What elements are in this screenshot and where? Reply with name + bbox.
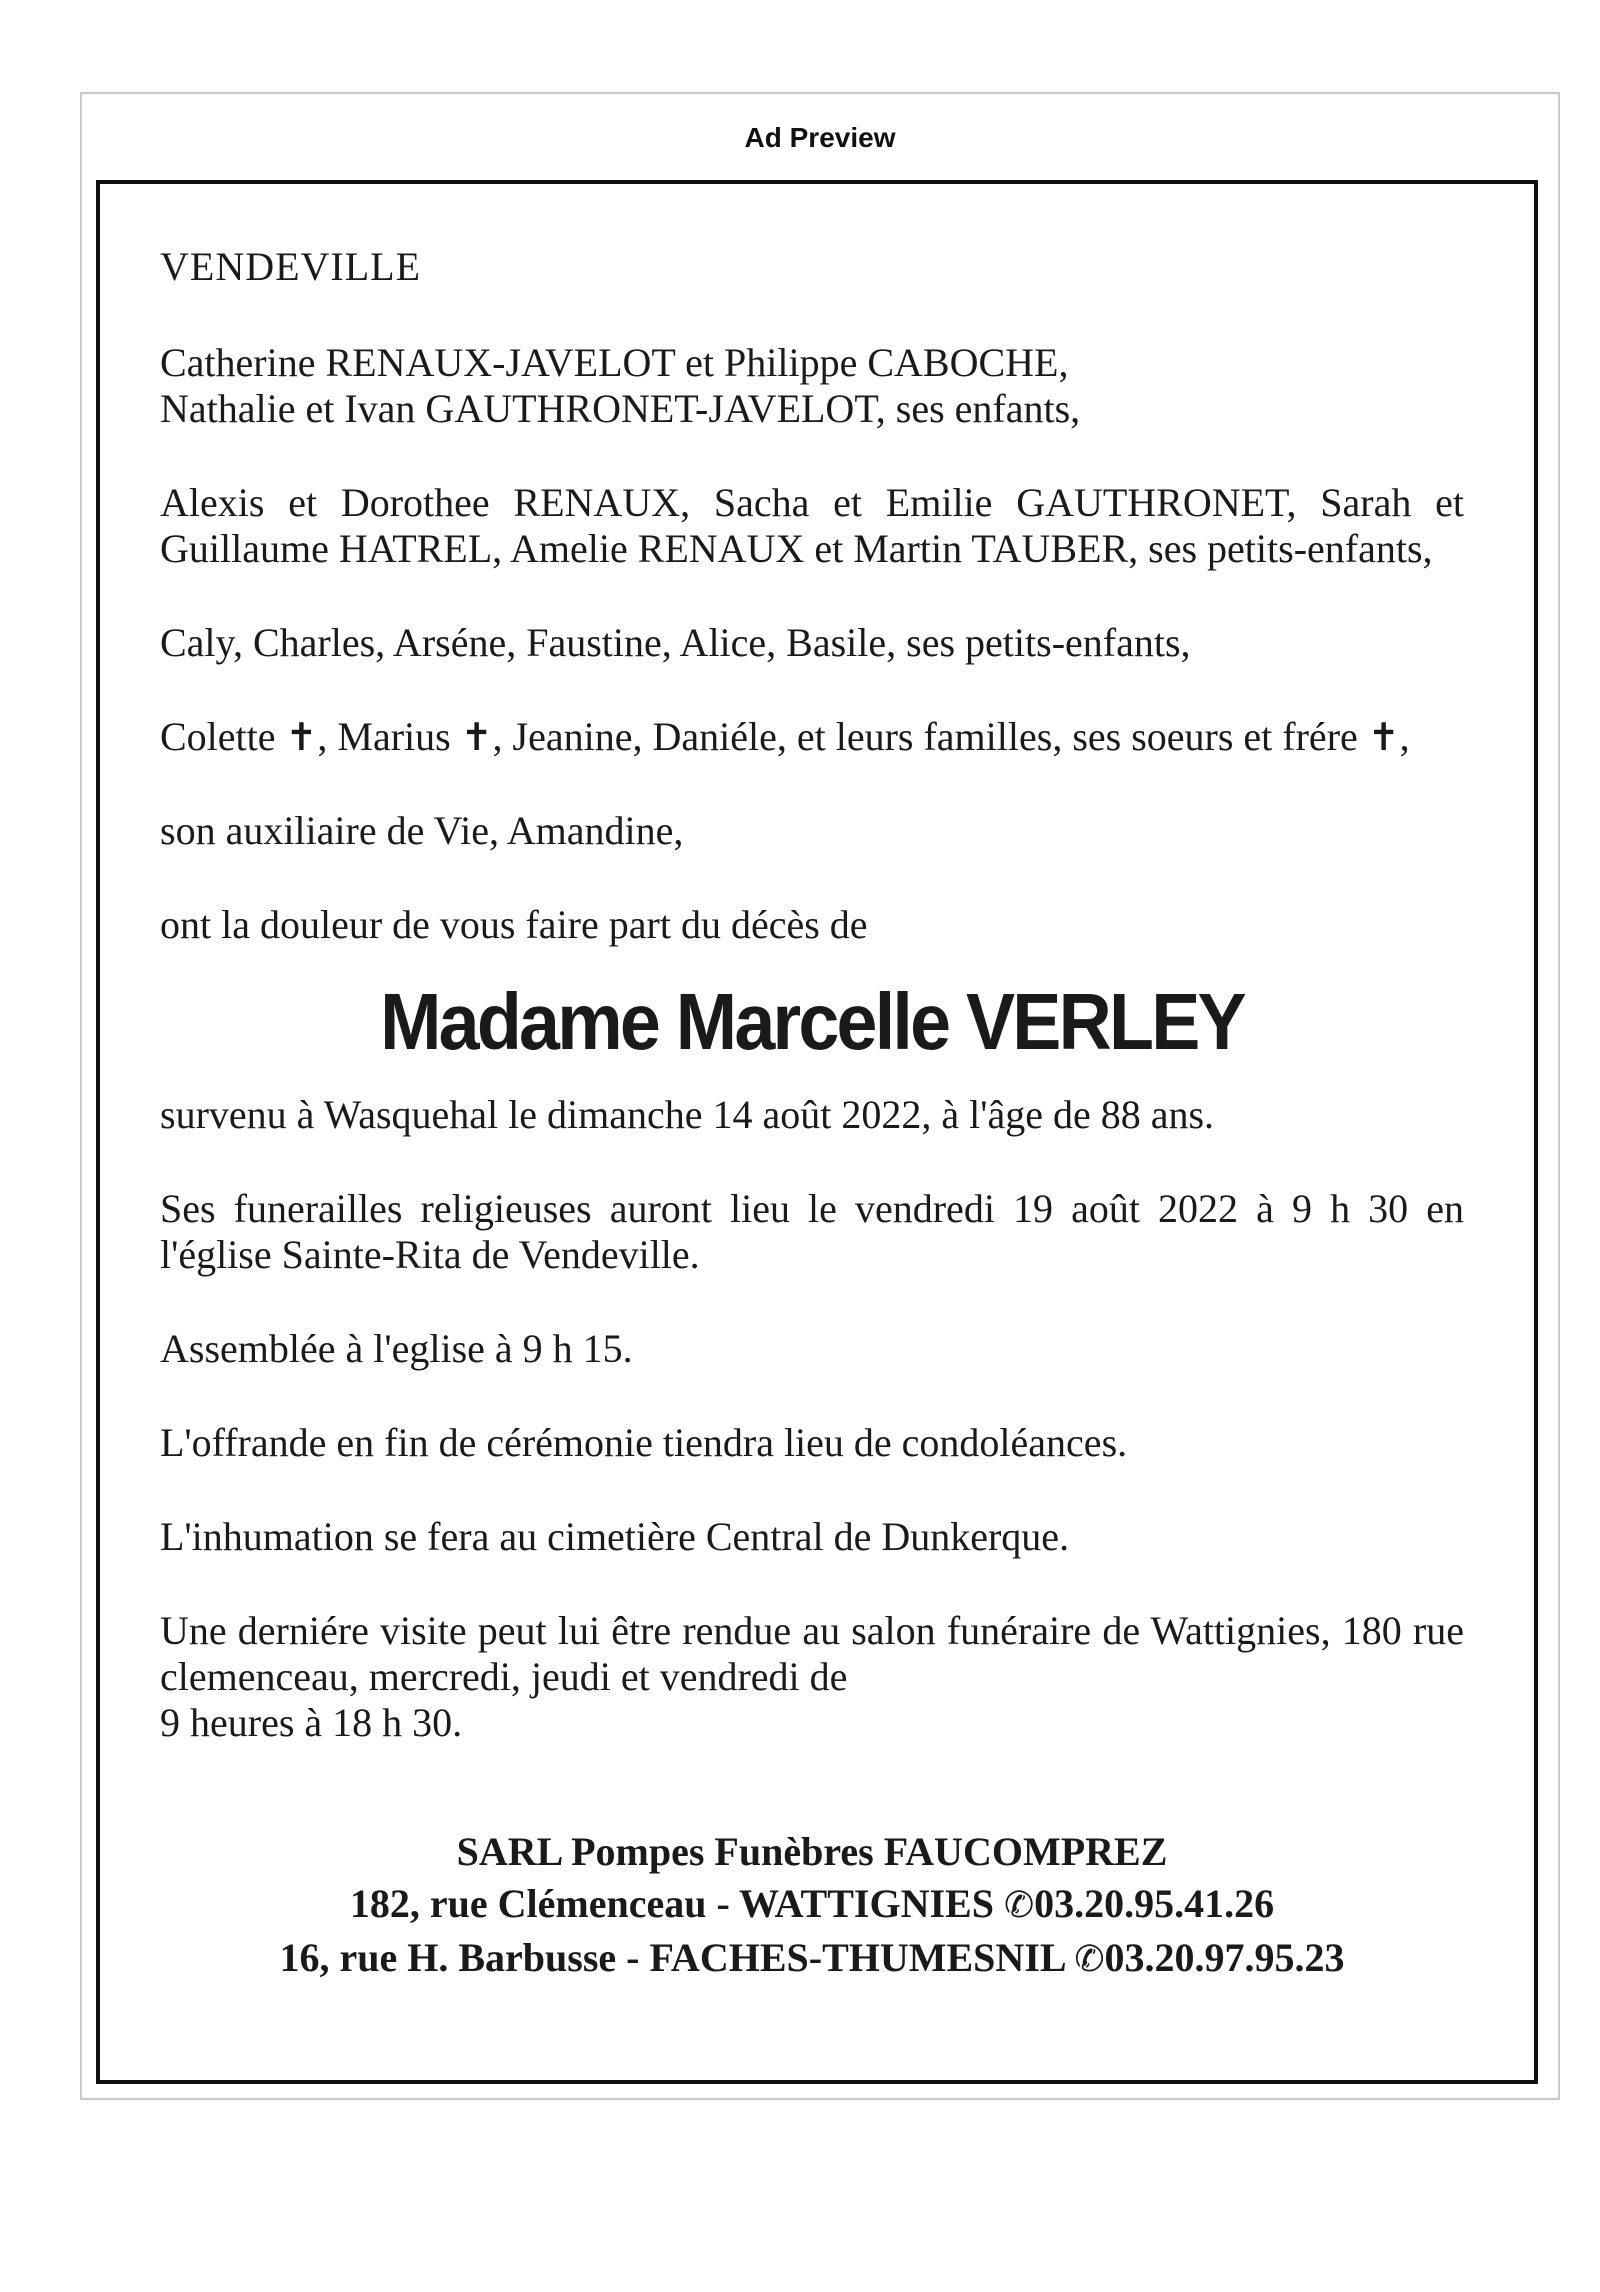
notice-body [160, 244, 1464, 2040]
ad-preview-title: Ad Preview [744, 122, 896, 153]
visit-line-2: 9 heures à 18 h 30. [160, 1700, 463, 1745]
funeral-home-phone-1: 03.20.95.41.26 [1034, 1881, 1275, 1926]
children-line-2: Nathalie et Ivan GAUTHRONET-JAVELOT, ses enfants, [160, 386, 1081, 431]
deceased-name: Madame Marcelle VERLEY [380, 977, 1244, 1066]
children-line-1: Catherine RENAUX-JAVELOT et Philippe CABOCHE, [160, 340, 1069, 385]
sibling-name-1: Colette [160, 714, 276, 759]
great-grandchildren-paragraph: Caly, Charles, Arséne, Faustine, Alice, Basile, ses petits-enfants, [160, 620, 1191, 665]
funeral-home-line-1 [160, 1878, 1464, 1932]
burial-info: L'inhumation se fera au cimetière Central de Dunkerque. [160, 1514, 1070, 1559]
assembly-info: Assemblée à l'eglise à 9 h 15. [160, 1326, 633, 1371]
obituary-notice [96, 180, 1538, 2084]
funeral-home-address-1: 182, rue Clémenceau - WATTIGNIES [349, 1881, 994, 1926]
offering-info: L'offrande en fin de cérémonie tiendra lieu de condoléances. [160, 1420, 1128, 1465]
telephone-icon: ✆ [1074, 1939, 1105, 1980]
funeral-home-line-2 [160, 1932, 1464, 1986]
cross-icon: ✝ [1367, 715, 1400, 759]
siblings-rest: Jeanine, Daniéle, et leurs familles, ses soeurs et frére [512, 714, 1358, 759]
announcement-text: ont la douleur de vous faire part du décès de [160, 902, 868, 947]
visit-line-1: Une derniére visite peut lui être rendue au salon funéraire de Wattignies, 180 rue clemenceau, mercredi, jeudi et vendredi de [160, 1608, 1464, 1699]
funeral-home-block [160, 1826, 1464, 1986]
funeral-home-phone-2: 03.20.97.95.23 [1104, 1935, 1345, 1980]
funeral-info: Ses funerailles religieuses auront lieu le vendredi 19 août 2022 à 9 h 30 en l'église Sainte-Rita de Vendeville. [160, 1186, 1464, 1277]
death-info: survenu à Wasquehal le dimanche 14 août 2022, à l'âge de 88 ans. [160, 1092, 1215, 1137]
siblings-paragraph: Colette ✝, Marius ✝, Jeanine, Daniéle, et leurs familles, ses soeurs et frére ✝, [160, 714, 1410, 759]
children-paragraph [160, 340, 1464, 432]
grandchildren-paragraph: Alexis et Dorothee RENAUX, Sacha et Emilie GAUTHRONET, Sarah et Guillaume HATREL, Amelie RENAUX et Martin TAUBER, ses petits-enfants, [160, 480, 1464, 571]
funeral-home-address-2: 16, rue H. Barbusse - FACHES-THUMESNIL [279, 1935, 1065, 1980]
telephone-icon: ✆ [1003, 1885, 1035, 1926]
caregiver-paragraph: son auxiliaire de Vie, Amandine, [160, 808, 684, 853]
cross-icon: ✝ [285, 715, 318, 759]
cross-icon: ✝ [460, 715, 493, 759]
funeral-home-name: SARL Pompes Funèbres FAUCOMPREZ [456, 1829, 1168, 1874]
sibling-name-2: Marius [337, 714, 451, 759]
place-name: VENDEVILLE [160, 244, 422, 289]
visit-info [160, 1608, 1464, 1746]
